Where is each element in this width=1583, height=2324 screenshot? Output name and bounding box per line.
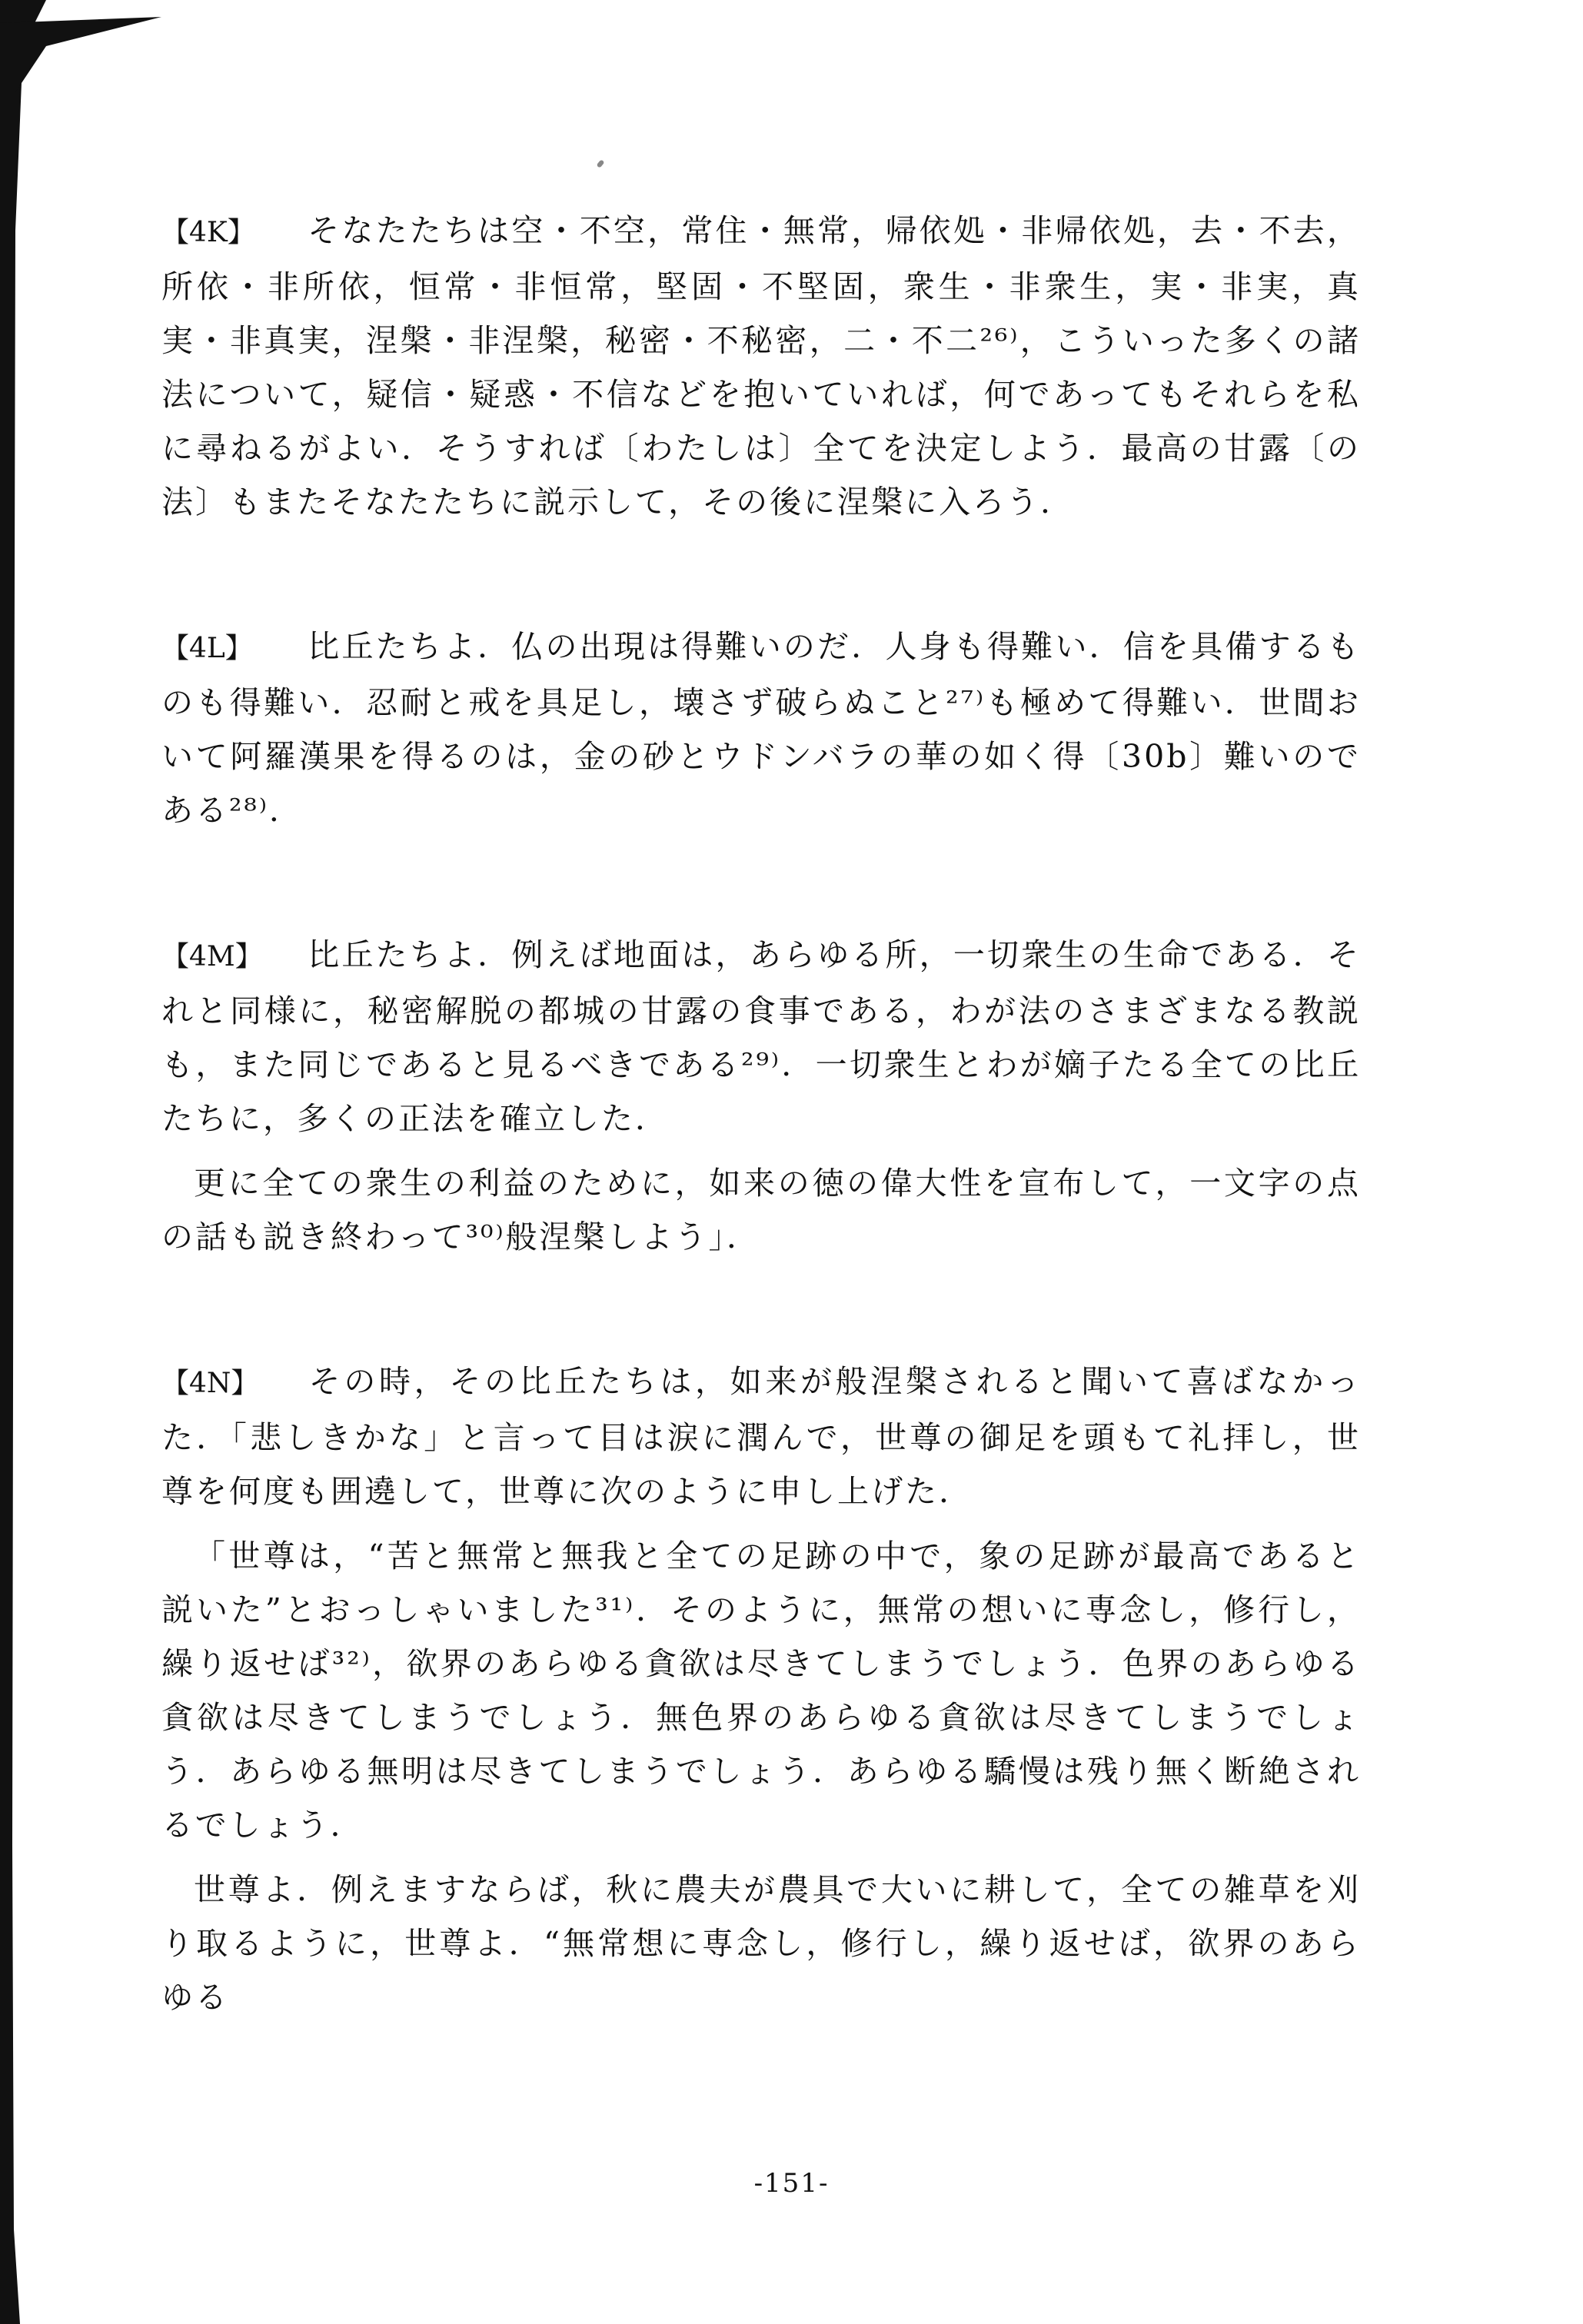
paragraph-4l	[161, 620, 1361, 837]
paragraph-text: 比丘たちよ．仏の出現は得難いのだ．人身も得難い．信を具備するものも得難い．忍耐と戒を具足し，壊さず破らぬこと²⁷⁾も極めて得難い．世間おいて阿羅漢果を得るのは，金の砂とウドンバラの華の如く得〔30b〕難いのである²⁸⁾．	[161, 628, 1361, 829]
scan-binding-edge	[0, 0, 46, 2324]
paragraph-4k	[161, 204, 1361, 529]
scan-corner-mark	[0, 0, 177, 100]
paragraph-4m	[161, 928, 1361, 1264]
paragraph-text: そなたたちは空・不空，常住・無常，帰依処・非帰依処，去・不去，所依・非所依，恒常・非恒常，堅固・不堅固，衆生・非衆生，実・非実，真実・非真実，涅槃・非涅槃，秘密・不秘密，二・不二²⁶⁾，こういった多くの諸法について，疑信・疑惑・不信などを抱いていれば，何であってもそれらを私に尋ねるがよい．そうすれば〔わたしは〕全てを決定しよう．最高の甘露〔の法〕もまたそなたたちに説示して，その後に涅槃に入ろう．	[161, 212, 1361, 520]
paragraph-continuation: 更に全ての衆生の利益のために，如来の徳の偉大性を宣布して，一文字の点の話も説き終わって³⁰⁾般涅槃しよう」．	[161, 1165, 1361, 1255]
section-label-4k: 【4K】	[161, 217, 255, 248]
scan-speck	[596, 159, 604, 168]
paragraph-continuation: 「世尊は，“苦と無常と無我と全ての足跡の中で，象の足跡が最高であると説いた”とおっしゃいました³¹⁾．そのように，無常の想いに専念し，修行し，繰り返せば³²⁾，欲界のあらゆる貪欲は尽きてしまうでしょう．色界のあらゆる貪欲は尽きてしまうでしょう．無色界のあらゆる貪欲は尽きてしまうでしょう．あらゆる無明は尽きてしまうでしょう．あらゆる驕慢は残り無く断絶されるでしょう．	[161, 1538, 1361, 1844]
paragraph-text: 比丘たちよ．例えば地面は，あらゆる所，一切衆生の生命である．それと同様に，秘密解脱の都城の甘露の食事である，わが法のさまざまなる教説も，また同じであると見るべきである²⁹⁾．一切衆生とわが嫡子たる全ての比丘たちに，多くの正法を確立した．	[161, 936, 1361, 1137]
section-label-4l: 【4L】	[161, 633, 253, 664]
section-label-4n: 【4N】	[161, 1368, 259, 1399]
paragraph-continuation: 世尊よ．例えますならば，秋に農夫が農具で大いに耕して，全ての雑草を刈り取るように，世尊よ．“無常想に専念し，修行し，繰り返せば，欲界のあらゆる	[161, 1871, 1361, 2016]
document-body	[161, 204, 1361, 2115]
section-label-4m: 【4M】	[161, 941, 263, 972]
page-number: -151-	[753, 2168, 830, 2199]
paragraph-4n	[161, 1355, 1361, 2024]
paragraph-text: その時，その比丘たちは，如来が般涅槃されると聞いて喜ばなかった．「悲しきかな」と言って目は涙に潤んで，世尊の御足を頭もて礼拝し，世尊を何度も囲遶して，世尊に次のように申し上げた．	[161, 1363, 1361, 1510]
